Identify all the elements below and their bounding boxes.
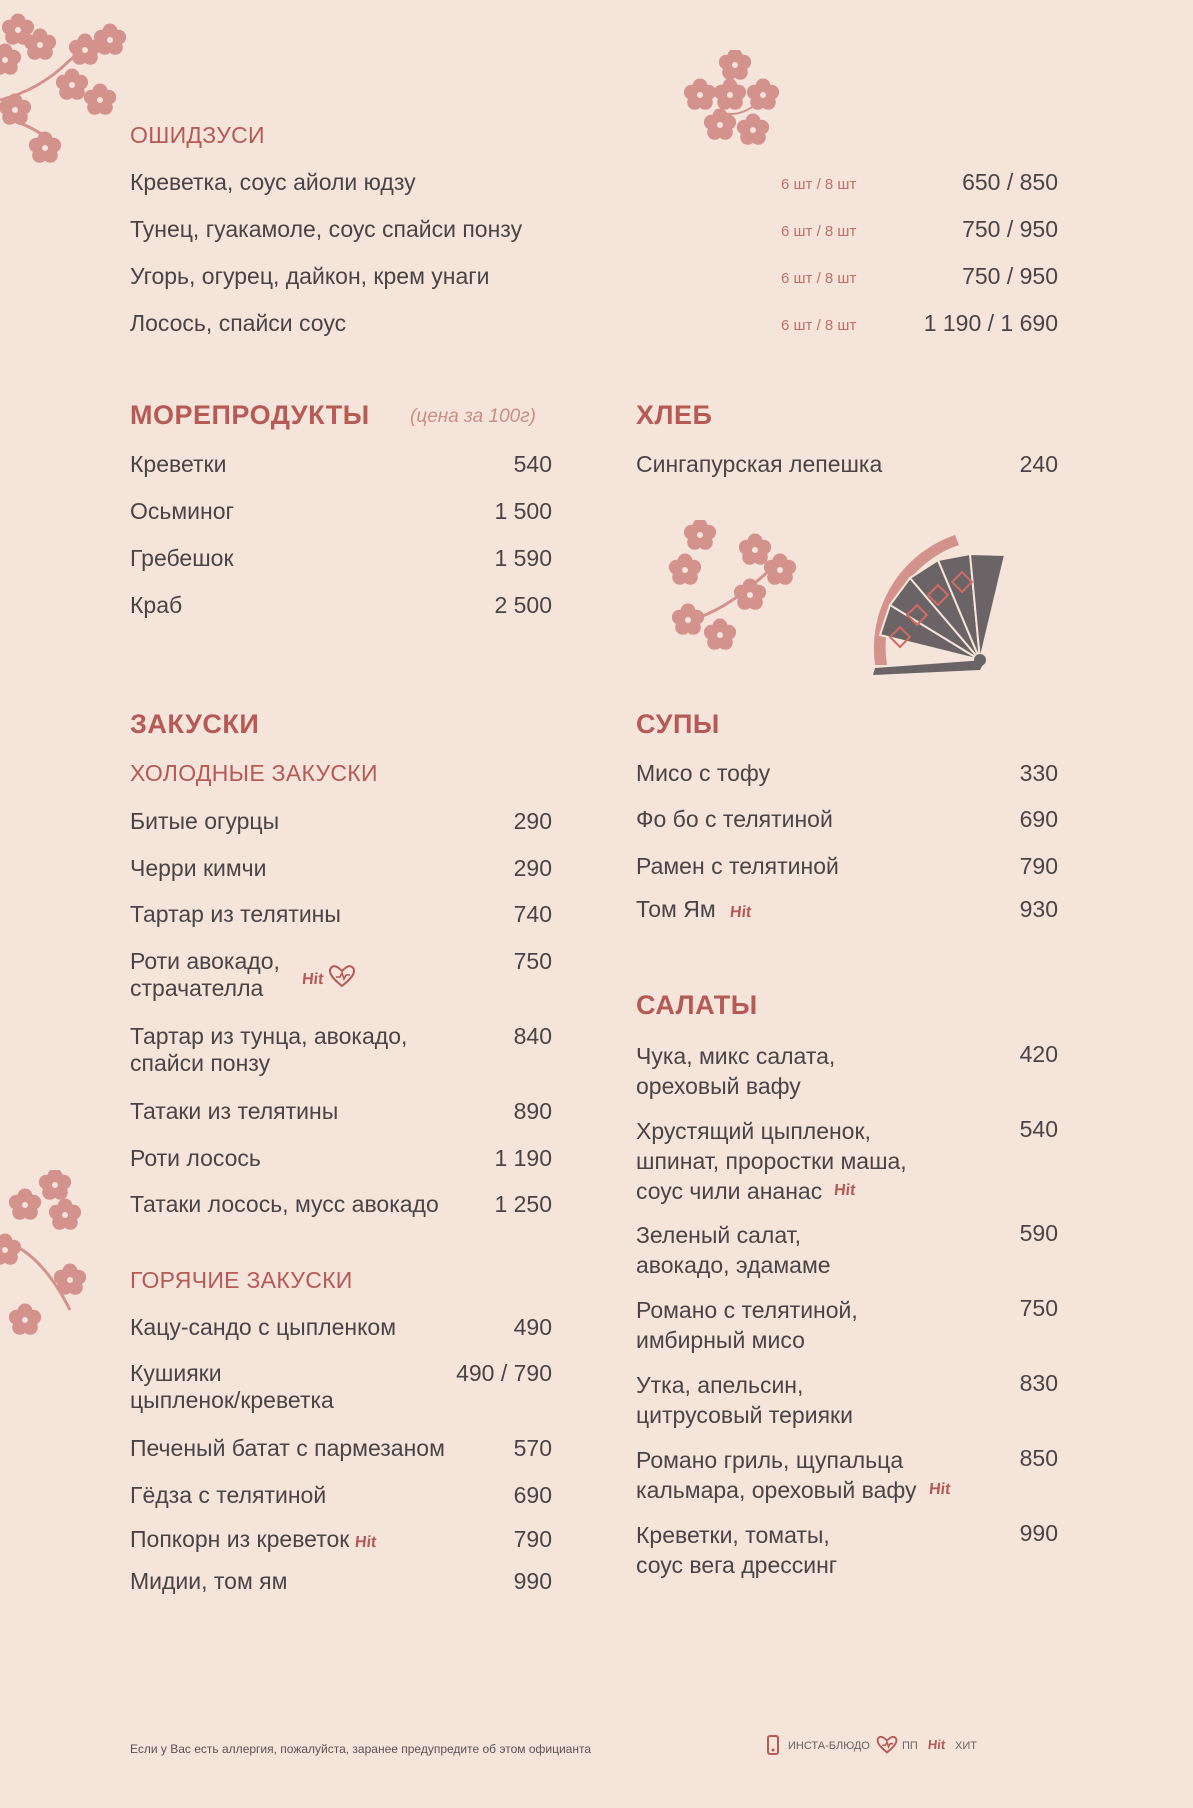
menu-item-name: Тартар из тунца, авокадо, спайси понзу (130, 1023, 408, 1076)
price: 990 (513, 1568, 552, 1594)
cherry-blossom-top-center-icon (675, 50, 785, 145)
hit-legend-badge: Hit (927, 1737, 947, 1752)
insta-dish-icon (766, 1734, 782, 1756)
hit-badge: Hit (833, 1182, 857, 1199)
price: 1 590 (494, 545, 552, 571)
menu-item-name: Рамен с телятиной (636, 853, 839, 879)
hit-badge: Hit (354, 1534, 378, 1551)
subsection-title-cold: ХОЛОДНЫЕ ЗАКУСКИ (130, 760, 378, 786)
subsection-title-hot: ГОРЯЧИЕ ЗАКУСКИ (130, 1267, 353, 1293)
price: 840 (513, 1023, 552, 1049)
menu-item-name: Зеленый салат, авокадо, эдамаме (636, 1222, 831, 1278)
menu-item-name: Том Ям Hit (636, 896, 751, 926)
price: 1 250 (494, 1191, 552, 1217)
menu-item-name: Попкорн из креветок Hit (130, 1526, 377, 1556)
price: 570 (513, 1435, 552, 1461)
section-title-soups: СУПЫ (636, 709, 720, 739)
menu-item-name: Мисо с тофу (636, 760, 771, 786)
price: 290 (513, 855, 552, 881)
menu-item-name: Романо с телятиной, имбирный мисо (636, 1297, 858, 1353)
menu-item-name: Лосось, спайси соус (130, 310, 347, 336)
section-title-salads: САЛАТЫ (636, 990, 758, 1020)
price: 790 (513, 1526, 552, 1552)
menu-item-name: Кушияки цыпленок/креветка (130, 1360, 334, 1413)
legend-hit: ХИТ (955, 1740, 977, 1752)
menu-item-name: Роти лосось (130, 1145, 261, 1171)
price: 790 (1019, 853, 1058, 879)
price: 750 (513, 948, 552, 974)
price: 590 (1019, 1220, 1058, 1246)
menu-item-name: Креветка, соус айоли юдзу (130, 169, 416, 195)
menu-item-name: Кацу-сандо с цыпленком (130, 1314, 397, 1340)
price: 740 (513, 901, 552, 927)
price: 330 (1019, 760, 1058, 786)
folding-fan-icon (855, 530, 1015, 690)
price: 850 (1019, 1445, 1058, 1471)
price: 690 (1019, 806, 1058, 832)
price: 930 (1019, 896, 1058, 922)
legend-pp: ПП (902, 1740, 918, 1752)
price: 1 190 (494, 1145, 552, 1171)
menu-item-name: Хрустящий цыпленок, шпинат, проростки маша, соус чили ананас Hit (636, 1118, 907, 1204)
allergy-notice: Если у Вас есть аллергия, пожалуйста, заранее предупредите об этом официанта (130, 1742, 592, 1756)
price: 490 / 790 (456, 1360, 552, 1386)
menu-item-name: Черри кимчи (130, 855, 267, 881)
hit-badge: Hit (728, 904, 752, 921)
price: 540 (1019, 1116, 1058, 1142)
section-title-oshidzusi: ОШИДЗУСИ (130, 122, 265, 148)
price: 750 / 950 (962, 263, 1058, 289)
pieces-label: 6 шт / 8 шт (781, 176, 857, 193)
price: 690 (513, 1482, 552, 1508)
menu-item-name: Краб (130, 592, 183, 618)
price: 1 500 (494, 498, 552, 524)
menu-item-name: Роти авокадо, страчателла (130, 948, 280, 1001)
heart-pp-icon (328, 964, 356, 988)
pieces-label: 6 шт / 8 шт (781, 317, 857, 334)
price: 890 (513, 1098, 552, 1124)
menu-item-name: Чука, микс салата, ореховый вафу (636, 1043, 836, 1099)
price: 540 (513, 451, 552, 477)
menu-item-name: Мидии, том ям (130, 1568, 288, 1594)
menu-item-name: Креветки (130, 451, 227, 477)
price: 750 (1019, 1295, 1058, 1321)
pieces-label: 6 шт / 8 шт (781, 223, 857, 240)
menu-item-name: Креветки, томаты, соус вега дрессинг (636, 1522, 838, 1578)
price: 420 (1019, 1041, 1058, 1067)
menu-item-name: Битые огурцы (130, 808, 280, 834)
pieces-label: 6 шт / 8 шт (781, 270, 857, 287)
seafood-price-note: (цена за 100г) (410, 406, 536, 427)
price: 490 (513, 1314, 552, 1340)
cherry-blossom-top-left-icon (0, 0, 150, 180)
menu-item-name: Татаки из телятины (130, 1098, 339, 1124)
menu-item-name: Тунец, гуакамоле, соус спайси понзу (130, 216, 523, 242)
heart-pp-legend-icon (876, 1735, 898, 1754)
price: 1 190 / 1 690 (923, 310, 1058, 336)
menu-item-name: Татаки лосось, мусс авокадо (130, 1191, 439, 1217)
cherry-blossom-middle-icon (660, 520, 805, 655)
menu-item-name: Утка, апельсин, цитрусовый терияки (636, 1372, 853, 1428)
menu-item-name: Фо бо с телятиной (636, 806, 833, 832)
legend-insta: ИНСТА-БЛЮДО (788, 1740, 870, 1752)
menu-item-name: Угорь, огурец, дайкон, крем унаги (130, 263, 490, 289)
section-title-seafood: МОРЕПРОДУКТЫ (130, 400, 370, 430)
price: 650 / 850 (962, 169, 1058, 195)
price: 990 (1019, 1520, 1058, 1546)
menu-item-name: Гёдза с телятиной (130, 1482, 327, 1508)
menu-item-name: Тартар из телятины (130, 901, 341, 927)
price: 2 500 (494, 592, 552, 618)
menu-item-name: Осьминог (130, 498, 234, 524)
menu-item-name: Сингапурская лепешка (636, 451, 883, 477)
menu-item-name: Романо гриль, щупальца кальмара, ореховый вафу Hit (636, 1447, 951, 1503)
hit-badge: Hit (301, 971, 325, 988)
menu-item-name: Печеный батат с пармезаном (130, 1435, 445, 1461)
price: 750 / 950 (962, 216, 1058, 242)
menu-item-name: Гребешок (130, 545, 234, 571)
hit-badge: Hit (927, 1481, 951, 1498)
price: 240 (1019, 451, 1058, 477)
section-title-bread: ХЛЕБ (636, 400, 713, 430)
cherry-blossom-bottom-left-icon (0, 1170, 100, 1345)
section-title-snacks: ЗАКУСКИ (130, 709, 260, 739)
price: 830 (1019, 1370, 1058, 1396)
price: 290 (513, 808, 552, 834)
